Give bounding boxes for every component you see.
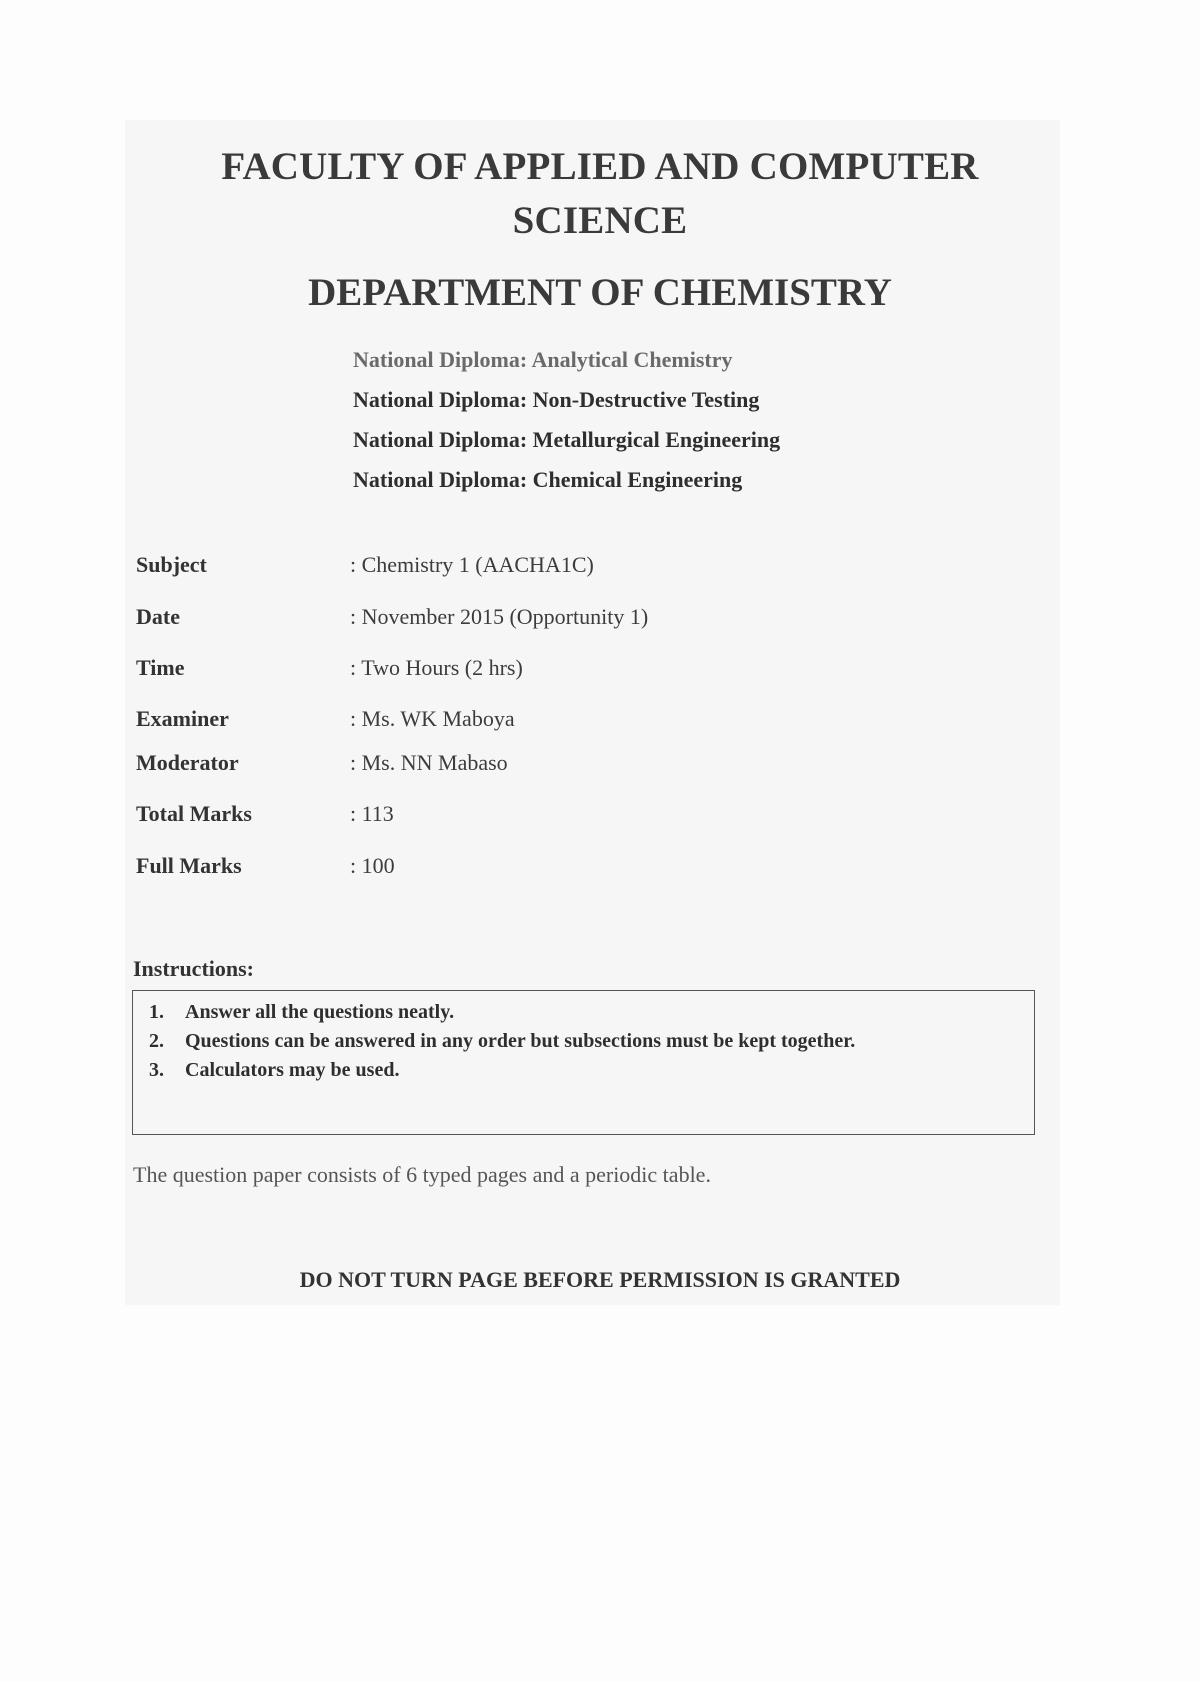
info-row-subject [136, 550, 594, 580]
instruction-text: Calculators may be used. [185, 1059, 400, 1081]
instruction-number: 2. [149, 1030, 164, 1052]
info-label: Examiner [136, 706, 229, 731]
instruction-item [149, 1056, 855, 1085]
programme-item: National Diploma: Chemical Engineering [353, 467, 743, 492]
info-row-total-marks [136, 799, 394, 829]
programme-list [353, 340, 780, 500]
instruction-number: 3. [149, 1059, 164, 1081]
faculty-title-line-2: SCIENCE [512, 199, 688, 242]
instruction-item [149, 1027, 855, 1056]
instructions-box [132, 990, 1035, 1135]
info-value: : Ms. NN Mabaso [350, 750, 508, 775]
info-row-moderator [136, 748, 508, 778]
info-label: Subject [136, 552, 207, 577]
programme-item: National Diploma: Analytical Chemistry [353, 347, 733, 372]
instruction-item [149, 998, 855, 1027]
info-value: : 113 [350, 801, 394, 826]
permission-warning: DO NOT TURN PAGE BEFORE PERMISSION IS GRANTED [299, 1267, 901, 1292]
info-label: Moderator [136, 750, 239, 775]
info-value: : 100 [350, 853, 395, 878]
info-value: : Two Hours (2 hrs) [350, 655, 523, 680]
info-label: Total Marks [136, 801, 252, 826]
info-row-examiner [136, 704, 515, 734]
info-row-full-marks [136, 851, 395, 881]
info-label: Full Marks [136, 853, 242, 878]
info-row-time [136, 653, 523, 683]
info-value: : November 2015 (Opportunity 1) [350, 604, 649, 629]
faculty-title-line-1: FACULTY OF APPLIED AND COMPUTER [221, 145, 979, 188]
instruction-number: 1. [149, 1001, 164, 1023]
instruction-text: Questions can be answered in any order but subsections must be kept together. [185, 1030, 856, 1052]
info-row-date [136, 602, 648, 632]
programme-item: National Diploma: Metallurgical Engineering [353, 427, 781, 452]
info-value: : Ms. WK Maboya [350, 706, 515, 731]
instructions-heading: Instructions: [133, 956, 255, 981]
info-label: Date [136, 604, 180, 629]
info-value: : Chemistry 1 (AACHA1C) [350, 552, 594, 577]
info-label: Time [136, 655, 185, 680]
instructions-list [149, 998, 855, 1085]
department-title: DEPARTMENT OF CHEMISTRY [308, 271, 892, 314]
programme-item: National Diploma: Non-Destructive Testing [353, 387, 760, 412]
instruction-text: Answer all the questions neatly. [185, 1001, 455, 1023]
pages-note: The question paper consists of 6 typed pages and a periodic table. [133, 1162, 711, 1187]
faculty-title [0, 140, 1200, 248]
